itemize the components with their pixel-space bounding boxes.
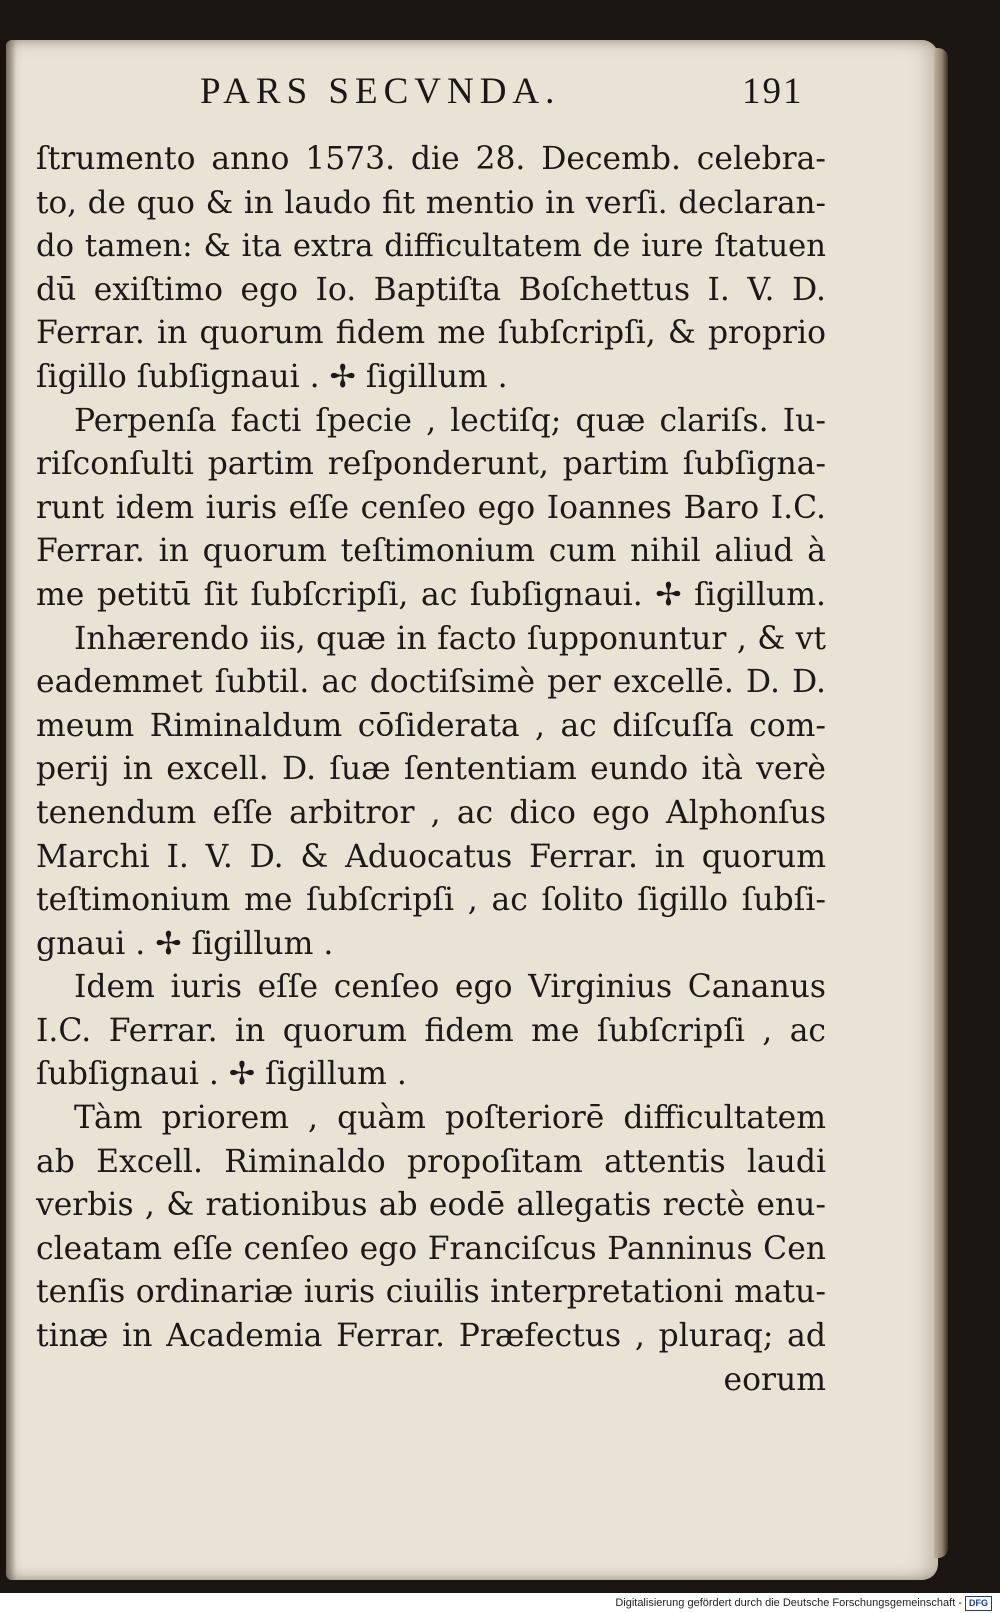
text-line: tenendum eſſe arbitror , ac dico ego Alphonſus [36,794,826,831]
text-line: ſigillo ſubſignaui . ✢ ſigillum . [36,358,508,395]
text-line: Ferrar. in quorum teſtimonium cum nihil aliud à [36,533,826,570]
page-number: 191 [742,71,804,112]
catchword: eorum [723,1361,826,1398]
text-line: me petitū ſit ſubſcripſi, ac ſubſignaui. ✢ ſigillum. [36,576,826,613]
dfg-logo: DFG [965,1596,992,1611]
text-line: runt idem iuris eſſe cenſeo ego Ioannes Baro I.C. [36,489,826,526]
text-line: riſconſulti partim reſponderunt, partim ſubſigna- [36,446,826,483]
digitization-footer [0,1593,1000,1613]
text-line: dū exiſtimo ego Io. Baptiſta Boſchettus I. V. D. [36,271,826,308]
text-line: verbis , & rationibus ab eodē allegatis rectè enu- [36,1187,826,1224]
text-line: gnaui . ✢ ſigillum . [36,925,334,962]
text-line: to, de quo & in laudo fit mentio in verſi. declaran- [36,184,826,221]
text-line: eademmet ſubtil. ac doctiſsimè per excellē. D. D. [36,664,826,701]
text-line: Marchi I. V. D. & Aduocatus Ferrar. in quorum [36,838,826,875]
running-head: PARS SECVNDA. [200,71,561,112]
text-line: perij in excell. D. ſuæ ſententiam eundo ità verè [36,751,826,788]
text-line: do tamen: & ita extra difficultatem de iure ſtatuen [36,229,826,265]
text-block [36,138,826,1402]
text-line: Perpenſa facti ſpecie , lectiſq; quæ clariſs. Iu- [74,402,826,439]
text-line: tenſis ordinariæ iuris ciuilis interpretationi matu- [36,1274,826,1311]
text-line: Inhærendo iis, quæ in facto ſupponuntur , & vt [74,620,826,657]
text-line: teſtimonium me ſubſcripſi , ac ſolito ſigillo ſubſi- [36,882,826,919]
text-line: Ferrar. in quorum fidem me ſubſcripſi, & proprio [36,315,826,352]
text-line: cleatam eſſe cenſeo ego Franciſcus Panninus Cen [36,1230,826,1267]
spine-shadow [0,40,16,1580]
text-line: meum Riminaldum cōſiderata , ac diſcuſſa com- [36,707,826,744]
text-line: ſubſignaui . ✢ ſigillum . [36,1056,407,1093]
funding-credit-text: Digitalisierung gefördert durch die Deutsche Forschungsgemeinschaft - [615,1597,962,1609]
text-line: ſtrumento anno 1573. die 28. Decemb. celebra- [36,141,826,177]
fore-edge [934,48,948,1558]
text-line: I.C. Ferrar. in quorum fidem me ſubſcripſi , ac [36,1012,826,1049]
book-page [6,40,938,1580]
text-line: Tàm priorem , quàm poſteriorē difficultatem [74,1100,826,1137]
text-line: ab Excell. Riminaldo propoſitam attentis laudi [36,1143,826,1180]
text-line: tinæ in Academia Ferrar. Præfectus , pluraq; ad [36,1318,826,1355]
funding-credit [615,1593,992,1613]
text-line: Idem iuris eſſe cenſeo ego Virginius Cananus [74,969,826,1006]
